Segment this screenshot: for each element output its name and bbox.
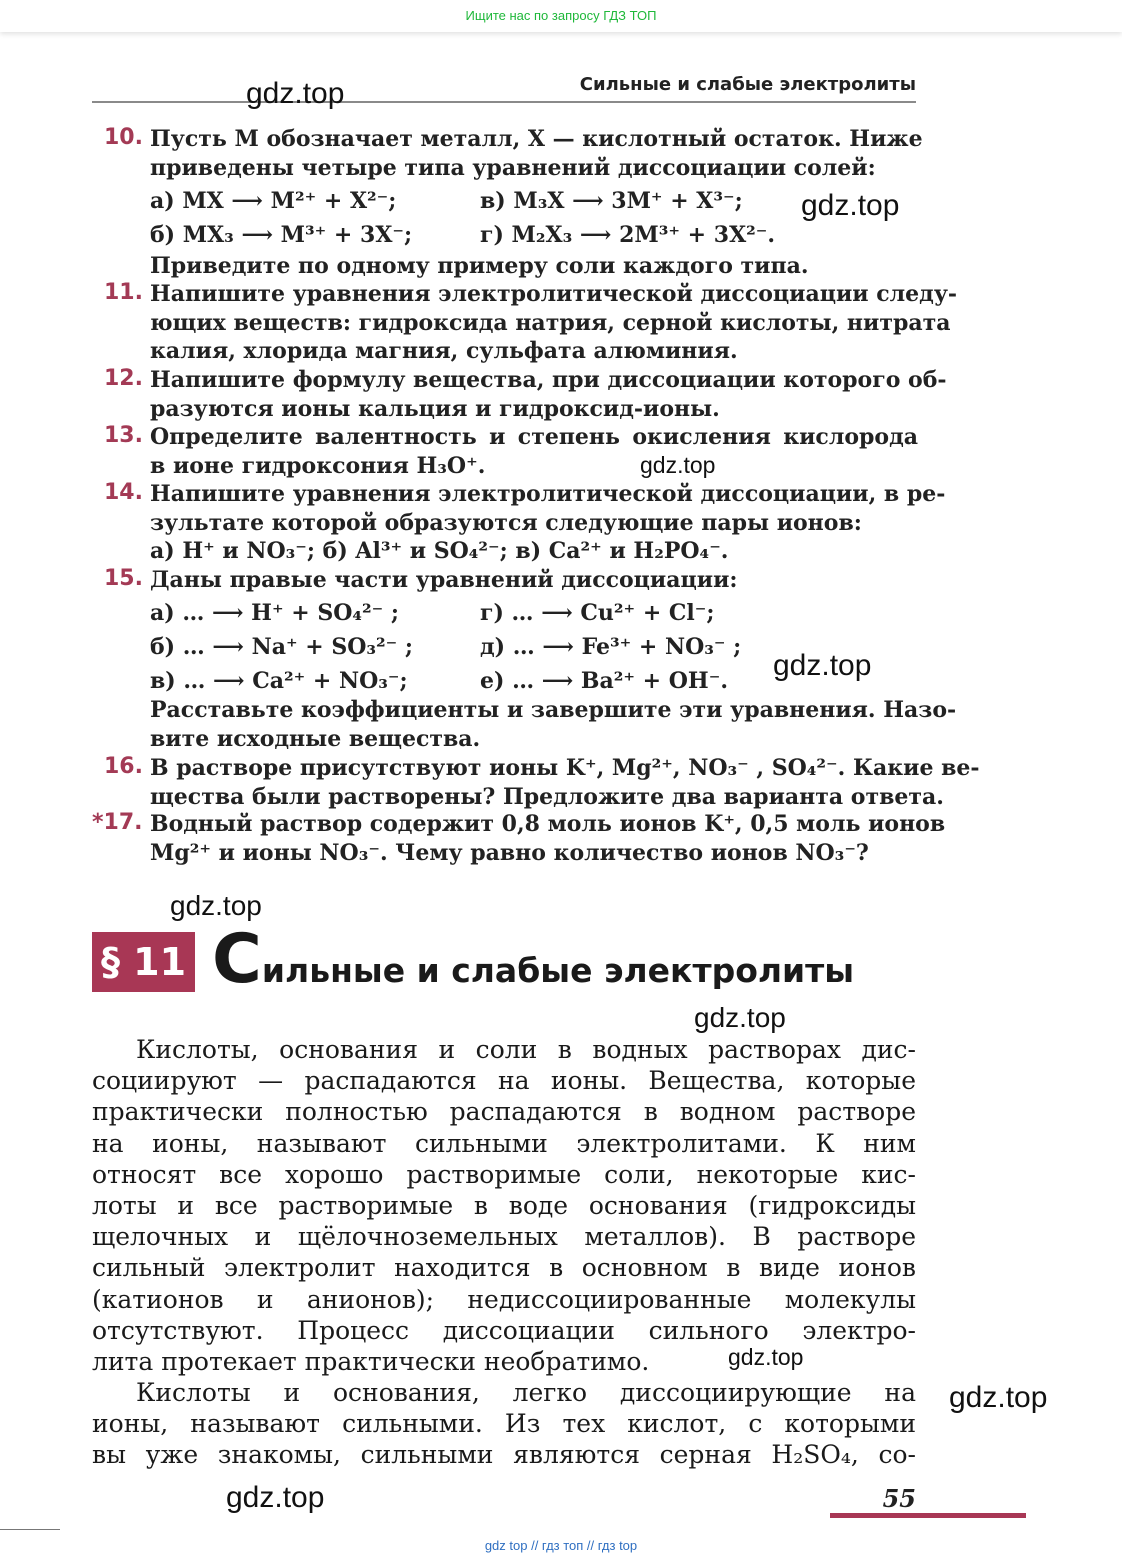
body-line: сильный электролит находится в основном в виде ионов xyxy=(92,1253,916,1283)
equation-g: г) … ⟶ Cu²⁺ + Cl⁻; xyxy=(480,600,715,626)
page-number: 55 xyxy=(882,1484,916,1513)
question-number: 16. xyxy=(104,754,143,779)
equation-a: а) MX ⟶ M²⁺ + X²⁻; xyxy=(150,188,397,214)
question-text: Даны правые части уравнений диссоциации: xyxy=(150,567,738,593)
question-text: в ионе гидроксония H₃O⁺. xyxy=(150,452,486,479)
question-text: Пусть M обозначает металл, X — кислотный остаток. Ниже xyxy=(150,126,923,152)
question-text: Напишите уравнения электролитической диссоциации, в ре- xyxy=(150,481,946,507)
question-text: Напишите формулу вещества, при диссоциации которого об- xyxy=(150,367,947,393)
question-number: 13. xyxy=(104,423,143,448)
question-14 xyxy=(90,480,946,566)
equation-v: в) … ⟶ Ca²⁺ + NO₃⁻; xyxy=(150,668,408,694)
question-15-tail xyxy=(90,696,957,753)
question-text: приведены четыре типа уравнений диссоциации солей: xyxy=(150,154,876,181)
question-16 xyxy=(90,754,980,811)
page-number-rule xyxy=(830,1513,1026,1518)
body-line: лоты и все растворимые в воде основания (гидроксиды xyxy=(92,1190,916,1220)
question-number: *17. xyxy=(92,810,143,835)
body-line: вы уже знакомы, сильными являются серная H₂SO₄, со- xyxy=(92,1440,916,1470)
equation-e: е) … ⟶ Ba²⁺ + OH⁻. xyxy=(480,668,728,694)
equation-a: а) … ⟶ H⁺ + SO₄²⁻ ; xyxy=(150,600,400,626)
equation-b: б) MX₃ ⟶ M³⁺ + 3X⁻; xyxy=(150,222,413,248)
watermark: gdz.top xyxy=(640,452,716,478)
section-title-rest: ильные и слабые электролиты xyxy=(261,951,855,990)
equation-v: в) M₃X ⟶ 3M⁺ + X³⁻; xyxy=(480,188,743,214)
question-17 xyxy=(90,810,946,867)
watermark: gdz.top xyxy=(801,189,900,222)
question-15 xyxy=(90,566,918,595)
body-line: на ионы, называют сильными электролитами. К ним xyxy=(92,1128,916,1158)
body-line: практически полностью распадаются в водном растворе xyxy=(92,1097,916,1127)
question-number: 14. xyxy=(104,480,143,505)
footer-rule xyxy=(0,1529,60,1530)
question-number: 12. xyxy=(104,366,143,391)
equation-d: д) … ⟶ Fe³⁺ + NO₃⁻ ; xyxy=(480,634,742,660)
question-text: Приведите по одному примеру соли каждого типа. xyxy=(150,253,809,279)
top-banner[interactable]: Ищите нас по запросу ГДЗ ТОП xyxy=(0,0,1122,32)
watermark: gdz.top xyxy=(949,1381,1048,1414)
header-rule xyxy=(92,101,916,103)
running-head: Сильные и слабые электролиты xyxy=(579,74,916,95)
question-text: Расставьте коэффициенты и завершите эти уравнения. Назо- xyxy=(150,697,957,723)
question-text: зультате которой образуются следующие пары ионов: xyxy=(150,509,862,536)
body-line: Кислоты, основания и соли в водных растворах дис- xyxy=(136,1035,916,1064)
body-line: Кислоты и основания, легко диссоциирующие на xyxy=(136,1378,916,1407)
question-text: а) H⁺ и NO₃⁻; б) Al³⁺ и SO₄²⁻; в) Ca²⁺ и H₂PO₄⁻. xyxy=(150,538,729,565)
question-text: щества были растворены? Предложите два варианта ответа. xyxy=(150,783,944,810)
section-number-badge: § 11 xyxy=(92,932,195,992)
question-10-tail xyxy=(90,252,918,281)
body-line: щелочных и щёлочноземельных металлов). В растворе xyxy=(92,1222,916,1252)
section-title-initial: С xyxy=(212,920,262,999)
body-line: лита протекает практически необратимо. xyxy=(92,1346,650,1376)
watermark: gdz.top xyxy=(694,1002,786,1033)
question-text: Mg²⁺ и ионы NO₃⁻. Чему равно количество ионов NO₃⁻? xyxy=(150,839,869,866)
watermark: gdz.top xyxy=(728,1344,804,1370)
body-line: отсутствуют. Процесс диссоциации сильного электро- xyxy=(92,1315,916,1345)
watermark: gdz.top xyxy=(226,1481,325,1514)
question-text: Определите валентность и степень окисления кислорода xyxy=(150,424,918,450)
question-text: вите исходные вещества. xyxy=(150,725,481,752)
body-line: социируют — распадаются на ионы. Вещества, которые xyxy=(92,1066,916,1096)
question-13 xyxy=(90,423,918,480)
question-number: 15. xyxy=(104,566,143,591)
body-line: относят все хорошо растворимые соли, некоторые кис- xyxy=(92,1159,916,1189)
question-text: Водный раствор содержит 0,8 моль ионов K⁺, 0,5 моль ионов xyxy=(150,811,946,837)
question-10 xyxy=(90,125,923,182)
equation-g: г) M₂X₃ ⟶ 2M³⁺ + 3X²⁻. xyxy=(480,222,776,248)
watermark: gdz.top xyxy=(773,649,872,682)
question-12 xyxy=(90,366,947,423)
question-number: 11. xyxy=(104,280,143,305)
equation-b: б) … ⟶ Na⁺ + SO₃²⁻ ; xyxy=(150,634,414,660)
body-line: ионы, называют сильными. Из тех кислот, с которыми xyxy=(92,1409,916,1439)
body-paragraph-1 xyxy=(92,1034,916,1377)
question-number: 10. xyxy=(104,125,143,150)
question-text: разуются ионы кальция и гидроксид-ионы. xyxy=(150,395,720,422)
footer-links[interactable]: gdz top // гдз топ // гдз top xyxy=(484,1538,638,1553)
section-title xyxy=(212,920,854,999)
question-text: Напишите уравнения электролитической диссоциации следу- xyxy=(150,281,958,307)
question-11 xyxy=(90,280,958,366)
watermark: gdz.top xyxy=(246,77,345,110)
body-line: (катионов и анионов); недиссоциированные молекулы xyxy=(92,1284,916,1314)
question-text: калия, хлорида магния, сульфата алюминия. xyxy=(150,338,738,365)
watermark: gdz.top xyxy=(170,890,262,921)
body-paragraph-2 xyxy=(92,1377,916,1471)
question-text: В растворе присутствуют ионы K⁺, Mg²⁺, NO₃⁻ , SO₄²⁻. Какие ве- xyxy=(150,755,980,781)
question-text: ющих веществ: гидроксида натрия, серной кислоты, нитрата xyxy=(150,309,951,336)
